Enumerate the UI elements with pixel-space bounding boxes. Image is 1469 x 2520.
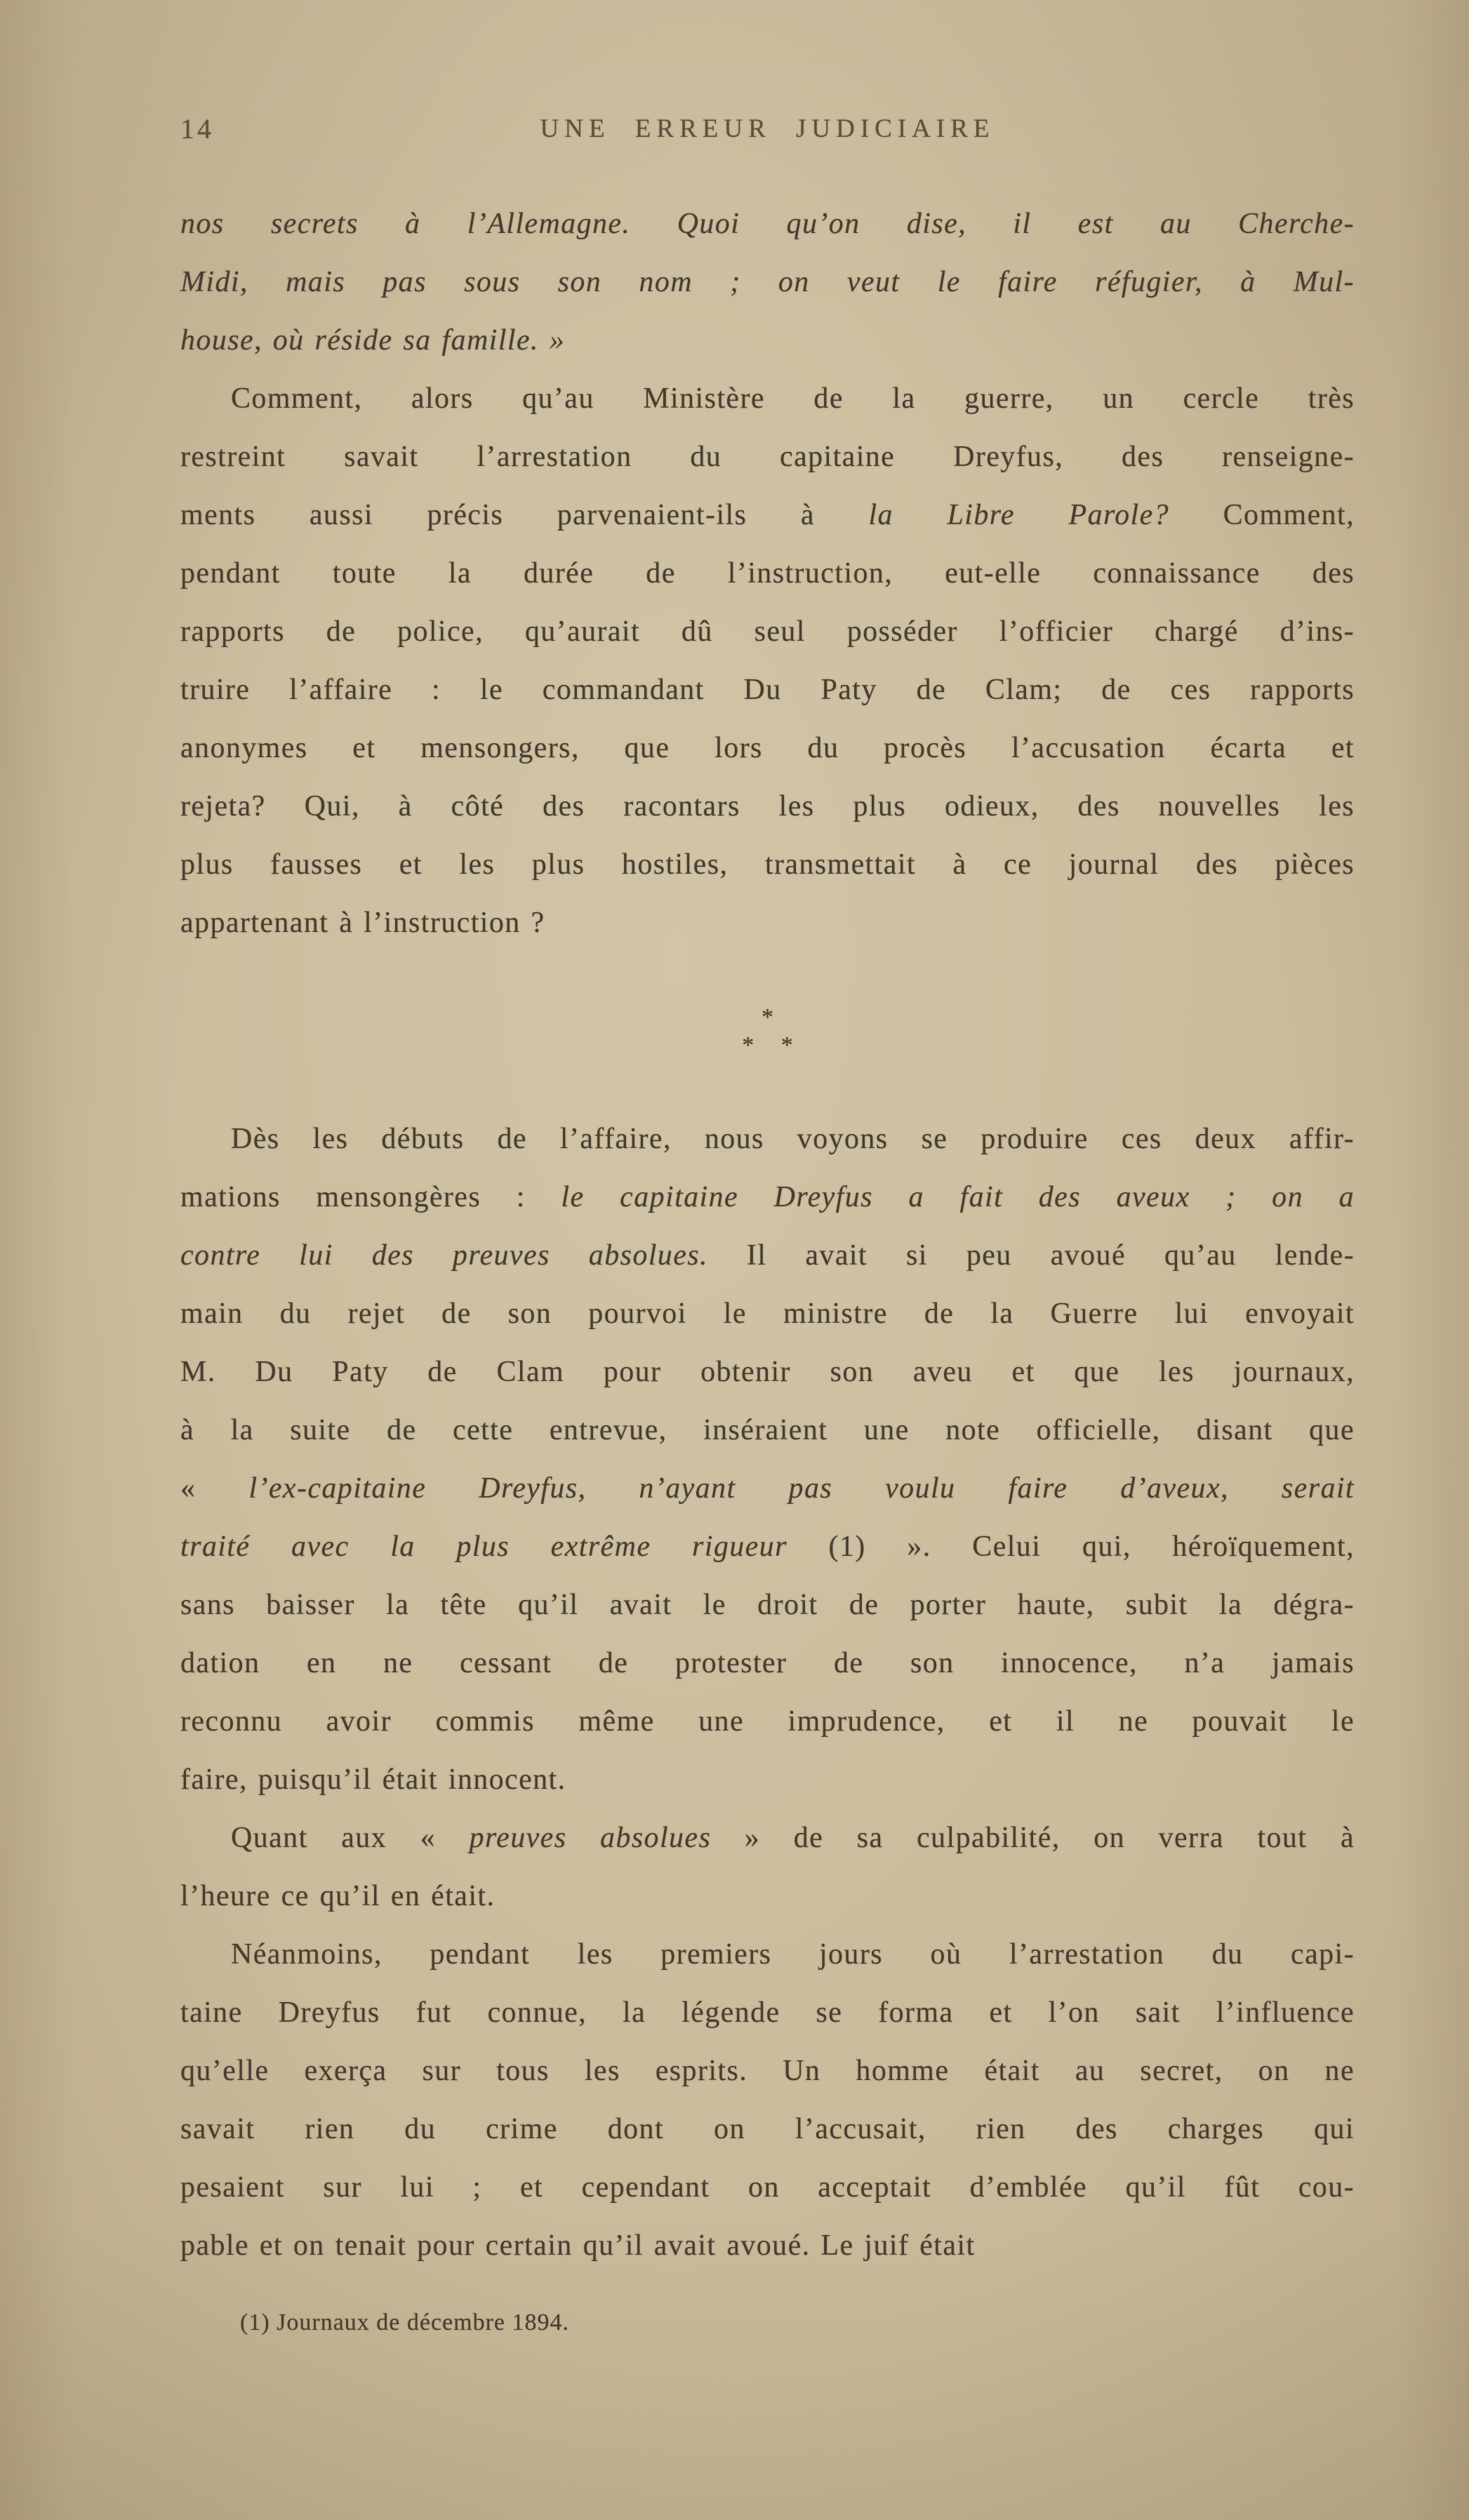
text-segment: taine Dreyfus fut connue, la légende se forma et l’on sait l’influence <box>180 1996 1355 2029</box>
asterism-bottom: * * <box>742 1032 793 1058</box>
text-line <box>180 2159 1355 2217</box>
text-line <box>180 312 1355 370</box>
text-segment: restreint savait l’arrestation du capitaine Dreyfus, des renseigne- <box>180 441 1355 473</box>
italic-text-segment: house, où réside sa famille. » <box>180 324 566 356</box>
text-segment: plus fausses et les plus hostiles, transmettait à ce journal des pièces <box>180 848 1355 881</box>
italic-text-segment: contre lui des preuves absolues. <box>180 1239 708 1272</box>
text-line <box>180 2100 1355 2159</box>
text-segment: Comment, alors qu’au Ministère de la guerre, un cercle très <box>231 382 1355 415</box>
text-line <box>180 1984 1355 2042</box>
text-line <box>180 1867 1355 1926</box>
text-line <box>180 603 1355 661</box>
text-line <box>180 1518 1355 1576</box>
text-segment: pable et on tenait pour certain qu’il avait avoué. Le juif était <box>180 2229 976 2262</box>
asterism-top: * <box>762 1004 773 1030</box>
text-segment: appartenant à l’instruction ? <box>180 907 545 939</box>
text-segment: » de sa culpabilité, on verra tout à <box>711 1822 1355 1854</box>
paragraph-group-after <box>180 1110 1355 2275</box>
paragraph <box>180 370 1355 952</box>
text-line <box>180 1460 1355 1518</box>
text-line <box>180 486 1355 545</box>
text-line <box>180 894 1355 952</box>
text-line <box>180 1343 1355 1401</box>
text-segment: l’heure ce qu’il en était. <box>180 1880 496 1912</box>
text-segment: qu’elle exerça sur tous les esprits. Un homme était au secret, on ne <box>180 2055 1355 2087</box>
text-segment: M. Du Paty de Clam pour obtenir son aveu et que les journaux, <box>180 1356 1355 1388</box>
paragraph <box>180 1110 1355 1809</box>
text-line <box>180 1227 1355 1285</box>
paragraph <box>180 1809 1355 1926</box>
text-line <box>180 428 1355 486</box>
text-segment: « <box>180 1472 249 1505</box>
text-segment: Comment, <box>1169 499 1355 531</box>
italic-text-segment: la Libre Parole? <box>868 499 1170 531</box>
text-line <box>180 778 1355 836</box>
text-segment: à la suite de cette entrevue, inséraient une note officielle, disant que <box>180 1414 1355 1446</box>
text-segment: savait rien du crime dont on l’accusait, rien des charges qui <box>180 2113 1355 2145</box>
italic-text-segment: le capitaine Dreyfus a fait des aveux ; on a <box>561 1181 1355 1213</box>
text-line <box>180 1809 1355 1867</box>
text-line <box>180 1401 1355 1460</box>
text-line <box>180 1576 1355 1634</box>
text-block <box>180 195 1355 2275</box>
text-line <box>180 719 1355 778</box>
page-header <box>180 112 1355 154</box>
text-segment: ments aussi précis parvenaient-ils à <box>180 499 869 531</box>
text-segment: dation en ne cessant de protester de son innocence, n’a jamais <box>180 1647 1355 1679</box>
text-line <box>180 1751 1355 1809</box>
text-segment: truire l’affaire : le commandant Du Paty de Clam; de ces rapports <box>180 674 1355 706</box>
italic-text-segment: traité avec la plus extrême rigueur <box>180 1531 787 1563</box>
text-segment: rejeta? Qui, à côté des racontars les plus odieux, des nouvelles les <box>180 790 1355 822</box>
text-line <box>180 370 1355 428</box>
text-segment: sans baisser la tête qu’il avait le droit de porter haute, subit la dégra- <box>180 1589 1355 1621</box>
paragraph <box>180 195 1355 370</box>
text-line <box>180 2217 1355 2275</box>
text-segment: Il avait si peu avoué qu’au lende- <box>707 1239 1355 1272</box>
text-line <box>180 1285 1355 1343</box>
italic-text-segment: l’ex-capitaine Dreyfus, n’ayant pas voulu faire d’aveux, serait <box>248 1472 1355 1505</box>
asterism-divider <box>180 952 1355 1110</box>
italic-text-segment: nos secrets à l’Allemagne. Quoi qu’on dise, il est au Cherche- <box>180 208 1355 240</box>
text-line <box>180 1926 1355 1984</box>
paragraph <box>180 1926 1355 2275</box>
running-head: UNE ERREUR JUDICIAIRE <box>540 114 995 143</box>
text-segment: pesaient sur lui ; et cependant on acceptait d’emblée qu’il fût cou- <box>180 2171 1355 2204</box>
page-number: 14 <box>180 113 214 145</box>
text-segment: pendant toute la durée de l’instruction, eut-elle connaissance des <box>180 557 1355 589</box>
text-segment: main du rejet de son pourvoi le ministre de la Guerre lui envoyait <box>180 1298 1355 1330</box>
text-line <box>180 1110 1355 1168</box>
text-line <box>180 836 1355 894</box>
text-line <box>180 195 1355 253</box>
italic-text-segment: Midi, mais pas sous son nom ; on veut le faire réfugier, à Mul- <box>180 266 1355 298</box>
text-line <box>180 1634 1355 1693</box>
text-segment: rapports de police, qu’aurait dû seul posséder l’officier chargé d’ins- <box>180 615 1355 648</box>
text-segment: faire, puisqu’il était innocent. <box>180 1764 566 1796</box>
text-segment: Néanmoins, pendant les premiers jours où l’arrestation du capi- <box>231 1938 1355 1971</box>
text-line <box>180 1168 1355 1227</box>
italic-text-segment: preuves absolues <box>469 1822 712 1854</box>
text-line <box>180 1693 1355 1751</box>
text-segment: reconnu avoir commis même une imprudence, et il ne pouvait le <box>180 1705 1355 1738</box>
text-line <box>180 253 1355 312</box>
text-segment: anonymes et mensongers, que lors du procès l’accusation écarta et <box>180 732 1355 764</box>
footnote: (1) Journaux de décembre 1894. <box>240 2309 570 2335</box>
paragraph-group-before <box>180 195 1355 952</box>
text-segment: mations mensongères : <box>180 1181 561 1213</box>
text-line <box>180 661 1355 719</box>
text-segment: Quant aux « <box>231 1822 470 1854</box>
text-segment: Dès les débuts de l’affaire, nous voyons se produire ces deux affir- <box>231 1123 1355 1155</box>
text-line <box>180 2042 1355 2100</box>
text-segment: (1) ». Celui qui, héroïquement, <box>787 1531 1355 1563</box>
text-line <box>180 545 1355 603</box>
